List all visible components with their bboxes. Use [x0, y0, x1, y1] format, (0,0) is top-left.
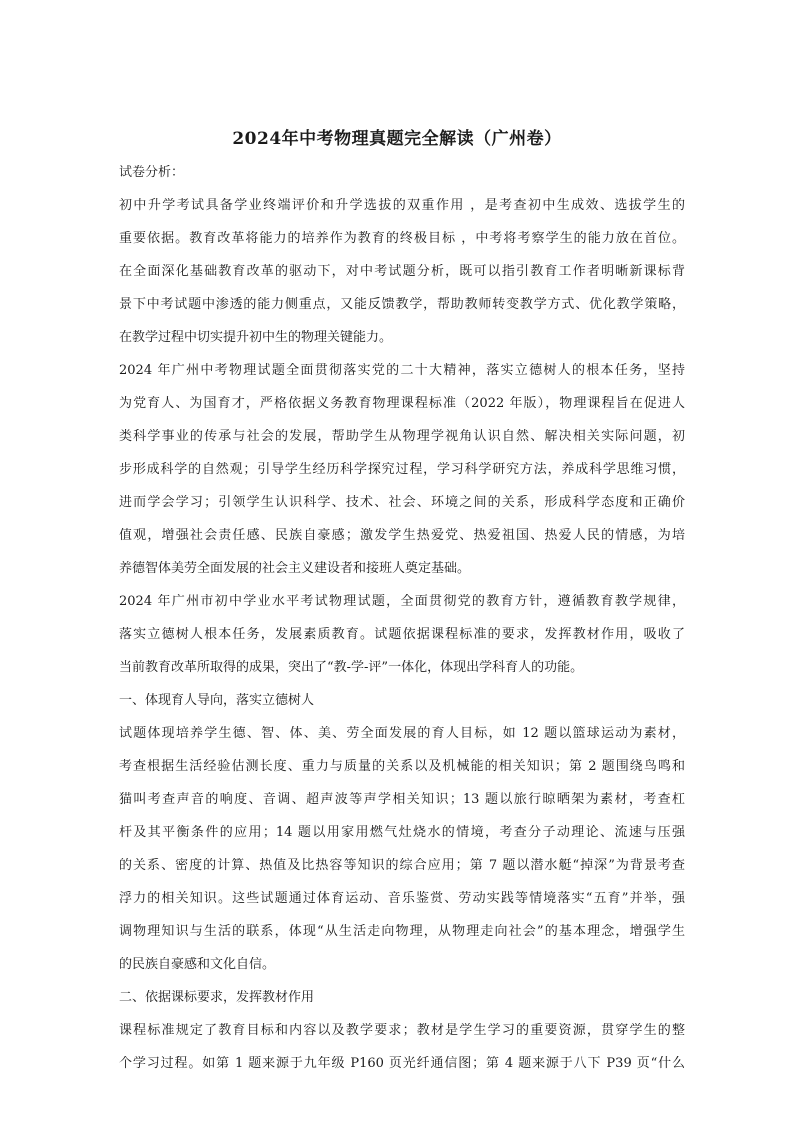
- paragraph-line: 值观，增强社会责任感、民族自豪感；激发学生热爱党、热爱祖国、热爱人民的情感，为培: [119, 528, 685, 543]
- paragraph-line: 当前教育改革所取得的成果，突出了“教-学-评”一体化，体现出学科育人的功能。: [119, 660, 584, 675]
- paragraph-line: 浮力的相关知识。这些试题通过体育运动、音乐鉴赏、劳动实践等情境落实“五育”并举，强: [119, 891, 685, 906]
- paragraph-line: 重要依据。教育改革将能力的培养作为教育的终极目标 ，中考将考察学生的能力放在首位。: [119, 231, 685, 246]
- paragraph-line: 课程标准规定了教育目标和内容以及教学要求；教材是学生学习的重要资源，贯穿学生的整: [119, 1023, 685, 1038]
- paragraph-line: 在教学过程中切实提升初中生的物理关键能力。: [119, 330, 393, 345]
- paragraph-line: 养德智体美劳全面发展的社会主义建设者和接班人奠定基础。: [119, 561, 471, 576]
- paragraph-line: 杆及其平衡条件的应用；14 题以用家用燃气灶烧水的情境，考查分子动理论、流速与压强: [119, 825, 685, 840]
- paragraph-line: 个学习过程。如第 1 题来源于九年级 P160 页光纤通信图；第 4 题来源于八下 P39 页“什么: [119, 1056, 685, 1071]
- section-heading: 二、依据课标要求，发挥教材作用: [119, 990, 315, 1005]
- paragraph-line: 2024 年广州中考物理试题全面贯彻落实党的二十大精神，落实立德树人的根本任务，坚持: [119, 363, 685, 378]
- paragraph-line: 进而学会学习；引领学生认识科学、技术、社会、环境之间的关系，形成科学态度和正确价: [119, 495, 685, 510]
- paragraph-line: 为党育人、为国育才，严格依据义务教育物理课程标准（2022 年版），物理课程旨在促进人: [119, 396, 685, 411]
- paragraph-line: 调物理知识与生活的联系，体现“从生活走向物理，从物理走向社会”的基本理念，增强学生: [119, 924, 685, 939]
- section-heading: 一、体现育人导向，落实立德树人: [119, 693, 315, 708]
- paragraph-line: 在全面深化基础教育改革的驱动下，对中考试题分析，既可以指引教育工作者明晰新课标背: [119, 264, 685, 279]
- paragraph-line: 步形成科学的自然观；引导学生经历科学探究过程，学习科学研究方法，养成科学思维习惯，: [119, 462, 685, 477]
- paragraph-line: 猫叫考查声音的响度、音调、超声波等声学相关知识；13 题以旅行晾晒架为素材，考查杠: [119, 792, 685, 807]
- paragraph-line: 初中升学考试具备学业终端评价和升学选拔的双重作用 ，是考查初中生成效、选拔学生的: [119, 198, 685, 213]
- paragraph-line: 类科学事业的传承与社会的发展，帮助学生从物理学视角认识自然、解决相关实际问题，初: [119, 429, 685, 444]
- paragraph-line: 的关系、密度的计算、热值及比热容等知识的综合应用；第 7 题以潜水艇“掉深”为背景考查: [119, 858, 685, 873]
- paragraph-line: 考查根据生活经验估测长度、重力与质量的关系以及机械能的相关知识；第 2 题围绕鸟鸣和: [119, 759, 685, 774]
- paragraph-line: 落实立德树人根本任务，发展素质教育。试题依据课程标准的要求，发挥教材作用，吸收了: [119, 627, 685, 642]
- paragraph-line: 2024 年广州市初中学业水平考试物理试题，全面贯彻党的教育方针，遵循教育教学规律，: [119, 594, 685, 609]
- paragraph-line: 景下中考试题中渗透的能力侧重点，又能反馈教学，帮助教师转变教学方式、优化教学策略，: [119, 297, 685, 312]
- paragraph-line: 试题体现培养学生德、智、体、美、劳全面发展的育人目标，如 12 题以篮球运动为素材，: [119, 726, 685, 741]
- section-label: 试卷分析：: [119, 165, 185, 180]
- paragraph-line: 的民族自豪感和文化自信。: [119, 957, 276, 972]
- document-title: 2024年中考物理真题完全解读（广州卷）: [232, 129, 562, 149]
